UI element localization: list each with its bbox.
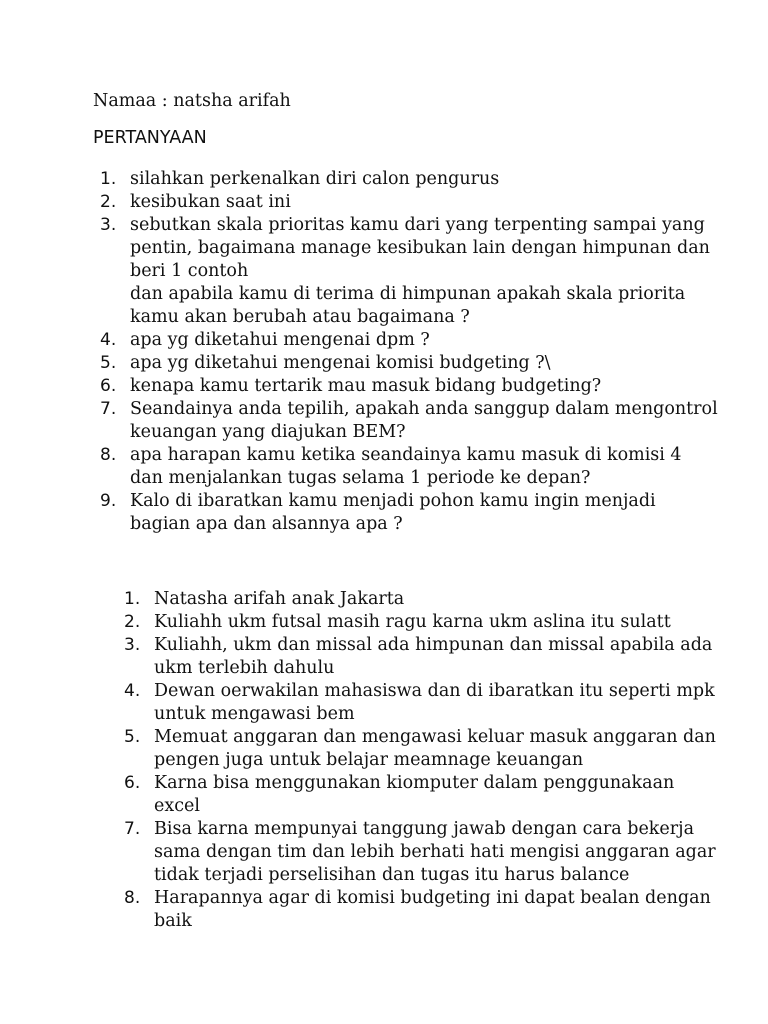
question-item: [100, 168, 700, 191]
answer-item: [124, 818, 716, 887]
answer-item: [124, 726, 716, 772]
answer-item: [124, 634, 713, 680]
answer-item-text-line: Natasha arifah anak Jakarta: [154, 589, 405, 609]
question-item-text-line: kamu akan berubah atau bagaimana ?: [130, 307, 470, 327]
answer-item-text-line: tidak terjadi perselisihan dan tugas itu harus balance: [154, 865, 630, 885]
question-item-text-line: silahkan perkenalkan diri calon pengurus: [130, 169, 500, 189]
question-item-text-line: apa yg diketahui mengenai dpm ?: [130, 330, 430, 350]
question-item-text-line: Seandainya anda tepilih, apakah anda sanggup dalam mengontrol: [130, 399, 718, 419]
question-item-text-line: keuangan yang diajukan BEM?: [130, 422, 406, 442]
question-item: [100, 490, 700, 536]
answer-item-number: 6.: [124, 773, 141, 793]
answer-item-number: 1.: [124, 589, 141, 609]
question-item-text-line: apa yg diketahui mengenai komisi budgeting ?\: [130, 353, 551, 373]
question-item-text-line: sebutkan skala prioritas kamu dari yang terpenting sampai yang: [130, 215, 705, 235]
answer-item: [124, 611, 704, 634]
answer-item-number: 4.: [124, 681, 141, 701]
question-list: [100, 168, 718, 536]
question-item: [100, 352, 700, 375]
answer-list: [124, 588, 716, 933]
answer-item-text-line: Bisa karna mempunyai tanggung jawab dengan cara bekerja: [154, 819, 694, 839]
question-item-text-line: beri 1 contoh: [130, 261, 249, 281]
answer-item-text-line: Harapannya agar di komisi budgeting ini dapat bealan dengan: [154, 888, 711, 908]
question-item-text-line: Kalo di ibaratkan kamu menjadi pohon kamu ingin menjadi: [130, 491, 656, 511]
answer-item: [124, 772, 704, 818]
question-item-text-line: bagian apa dan alsannya apa ?: [130, 514, 403, 534]
question-item: [100, 398, 718, 444]
answer-item: [124, 680, 715, 726]
question-item-number: 9.: [100, 491, 117, 511]
answer-item-text-line: Kuliahh ukm futsal masih ragu karna ukm aslina itu sulatt: [154, 612, 671, 632]
answer-item-text-line: untuk mengawasi bem: [154, 704, 355, 724]
question-item: [100, 375, 700, 398]
question-item-number: 1.: [100, 169, 117, 189]
answer-item-number: 7.: [124, 819, 141, 839]
questions-heading: PERTANYAAN: [93, 128, 207, 148]
answer-item-text-line: Memuat anggaran dan mengawasi keluar masuk anggaran dan: [154, 727, 716, 747]
answer-item-number: 3.: [124, 635, 141, 655]
question-item-number: 6.: [100, 376, 117, 396]
name-line: Namaa : natsha arifah: [93, 91, 291, 111]
answer-item-number: 5.: [124, 727, 141, 747]
question-item-text-line: pentin, bagaimana manage kesibukan lain dengan himpunan dan: [130, 238, 710, 258]
question-item: [100, 329, 700, 352]
question-item: [100, 191, 700, 214]
question-item-text-line: kesibukan saat ini: [130, 192, 291, 212]
answer-item-text-line: Karna bisa menggunakan kiomputer dalam penggunakaan: [154, 773, 675, 793]
answer-item-number: 2.: [124, 612, 141, 632]
question-item: [100, 214, 710, 329]
answer-item: [124, 887, 711, 933]
question-item-number: 3.: [100, 215, 117, 235]
question-item-text-line: dan apabila kamu di terima di himpunan apakah skala priorita: [130, 284, 686, 304]
question-item-number: 4.: [100, 330, 117, 350]
question-item-number: 5.: [100, 353, 117, 373]
question-item-number: 2.: [100, 192, 117, 212]
question-item-text-line: dan menjalankan tugas selama 1 periode ke depan?: [130, 468, 591, 488]
answer-item-text-line: Dewan oerwakilan mahasiswa dan di ibaratkan itu seperti mpk: [154, 681, 715, 701]
answer-item-text-line: baik: [154, 911, 192, 931]
answer-item: [124, 588, 704, 611]
question-item-text-line: kenapa kamu tertarik mau masuk bidang budgeting?: [130, 376, 602, 396]
answer-item-text-line: sama dengan tim dan lebih berhati hati mengisi anggaran agar: [154, 842, 716, 862]
answer-item-text-line: excel: [154, 796, 200, 816]
question-item-number: 7.: [100, 399, 117, 419]
answer-item-text-line: ukm terlebih dahulu: [154, 658, 335, 678]
answer-item-text-line: Kuliahh, ukm dan missal ada himpunan dan missal apabila ada: [154, 635, 713, 655]
answer-item-number: 8.: [124, 888, 141, 908]
question-item: [100, 444, 700, 490]
question-item-number: 8.: [100, 445, 117, 465]
answer-item-text-line: pengen juga untuk belajar meamnage keuangan: [154, 750, 584, 770]
question-item-text-line: apa harapan kamu ketika seandainya kamu masuk di komisi 4: [130, 445, 682, 465]
